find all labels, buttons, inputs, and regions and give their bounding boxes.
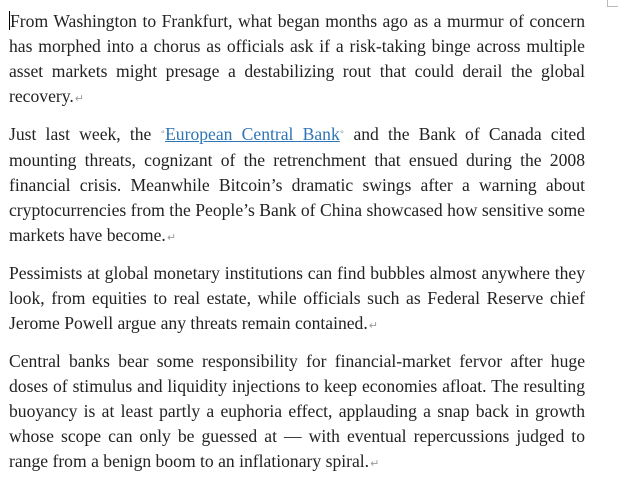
paragraph-4-text: Central banks bear some responsibility for financial-market fervor after huge doses of stimulus and liquidity injections to keep economies afloat. The resulting buoyancy is at least partly a euphoria effect, applauding a snap back in growth whose scope can only be guessed at — with eventual repercussions judged to range from a benign boom to an inflationary spiral. (9, 351, 585, 471)
paragraph-mark-icon: ↵ (74, 92, 85, 105)
document-body[interactable] (9, 9, 585, 487)
paragraph-mark-icon: ↵ (166, 231, 177, 244)
paragraph-2-text-before-link: Just last week, the (9, 124, 161, 144)
paragraph-3-text: Pessimists at global monetary institutions can find bubbles almost anywhere they look, from equities to real estate, while officials such as Federal Reserve chief Jerome Powell argue any threats remain contained. (9, 263, 585, 333)
paragraph-1-text: From Washington to Frankfurt, what began months ago as a murmur of concern has morphed into a chorus as officials ask if a risk-taking binge across multiple asset markets might presage a destabilizing rout that could derail the global recovery. (9, 11, 585, 106)
paragraph-mark-icon: ↵ (368, 319, 378, 332)
page-corner-mark (607, 0, 618, 7)
paragraph-2-text-after-link: and the Bank of Canada cited mounting threats, cognizant of the retrenchment that ensued during the 2008 financial crisis. Meanwhile Bitcoin’s dramatic swings after a warning about cryptocurrencies from the People’s Bank of China showcased how sensitive some markets have become. (9, 124, 585, 245)
paragraph-1[interactable] (9, 9, 585, 111)
paragraph-3[interactable] (9, 261, 585, 338)
field-start-icon: ° (160, 130, 166, 140)
paragraph-mark-icon: ↵ (370, 457, 380, 470)
european-central-bank-link[interactable]: European Central Bank (165, 124, 340, 144)
paragraph-2[interactable] (9, 122, 585, 250)
paragraph-4[interactable] (9, 349, 585, 476)
field-end-icon: ° (339, 130, 345, 140)
